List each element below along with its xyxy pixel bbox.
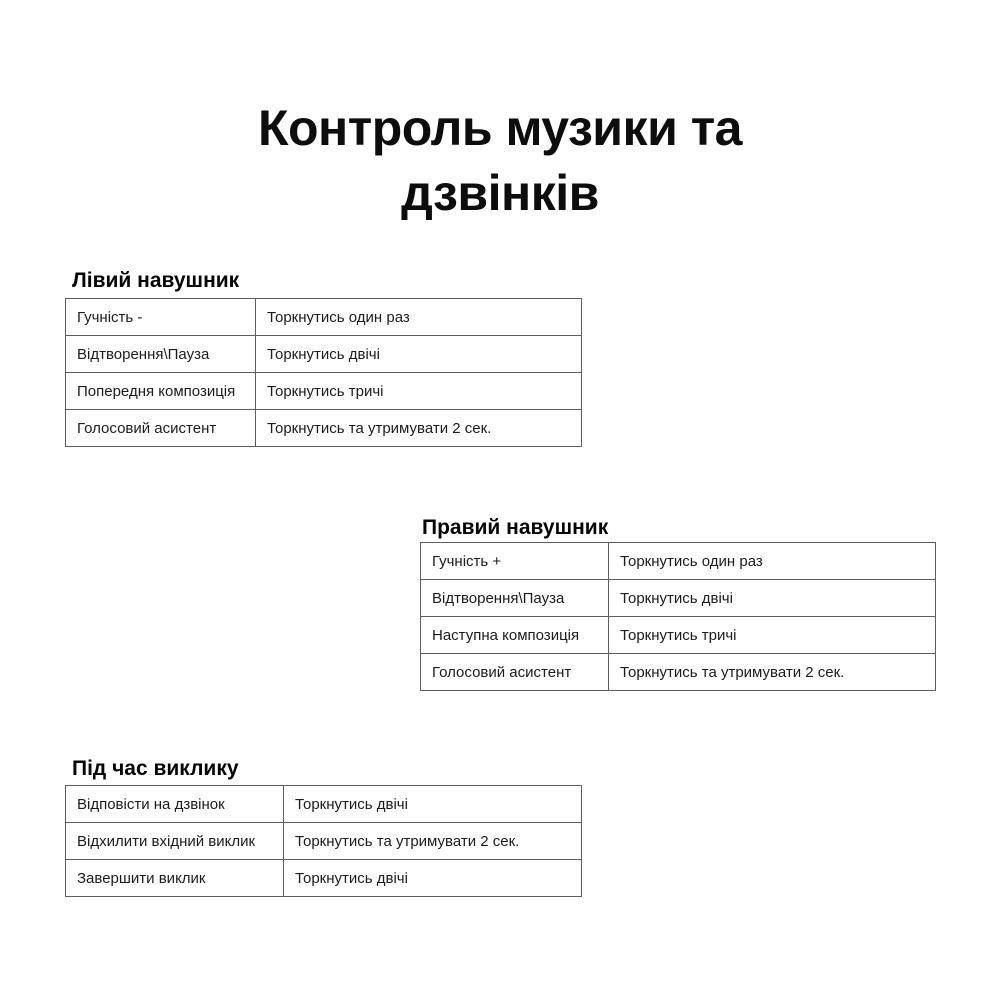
gesture-cell: Торкнутись двічі (284, 860, 582, 897)
gesture-cell: Торкнутись двічі (284, 786, 582, 823)
section-heading-right-earbud: Правий навушник (422, 516, 609, 540)
gesture-cell: Торкнутись тричі (256, 373, 582, 410)
table-row (66, 336, 582, 373)
table-row (421, 543, 936, 580)
table-row (66, 860, 582, 897)
action-cell: Попередня композиція (66, 373, 256, 410)
left-earbud-table (65, 298, 582, 447)
section-heading-during-call: Під час виклику (72, 757, 239, 781)
action-cell: Відтворення\Пауза (66, 336, 256, 373)
table-row (421, 617, 936, 654)
gesture-cell: Торкнутись та утримувати 2 сек. (284, 823, 582, 860)
table-row (66, 299, 582, 336)
table-row (421, 580, 936, 617)
action-cell: Голосовий асистент (421, 654, 609, 691)
gesture-cell: Торкнутись один раз (609, 543, 936, 580)
action-cell: Наступна композиція (421, 617, 609, 654)
section-heading-left-earbud: Лівий навушник (72, 269, 240, 293)
right-earbud-table (420, 542, 936, 691)
table-row (66, 410, 582, 447)
action-cell: Завершити виклик (66, 860, 284, 897)
action-cell: Відтворення\Пауза (421, 580, 609, 617)
gesture-cell: Торкнутись двічі (256, 336, 582, 373)
action-cell: Відповісти на дзвінок (66, 786, 284, 823)
table-row (66, 786, 582, 823)
action-cell: Відхилити вхідний виклик (66, 823, 284, 860)
action-cell: Гучність + (421, 543, 609, 580)
gesture-cell: Торкнутись двічі (609, 580, 936, 617)
page-title-text: Контроль музики та дзвінків (258, 99, 742, 221)
during-call-table (65, 785, 582, 897)
action-cell: Гучність - (66, 299, 256, 336)
gesture-cell: Торкнутись тричі (609, 617, 936, 654)
table-row (66, 823, 582, 860)
page-title (0, 96, 1000, 226)
table-row (421, 654, 936, 691)
table-row (66, 373, 582, 410)
action-cell: Голосовий асистент (66, 410, 256, 447)
gesture-cell: Торкнутись та утримувати 2 сек. (609, 654, 936, 691)
gesture-cell: Торкнутись та утримувати 2 сек. (256, 410, 582, 447)
gesture-cell: Торкнутись один раз (256, 299, 582, 336)
